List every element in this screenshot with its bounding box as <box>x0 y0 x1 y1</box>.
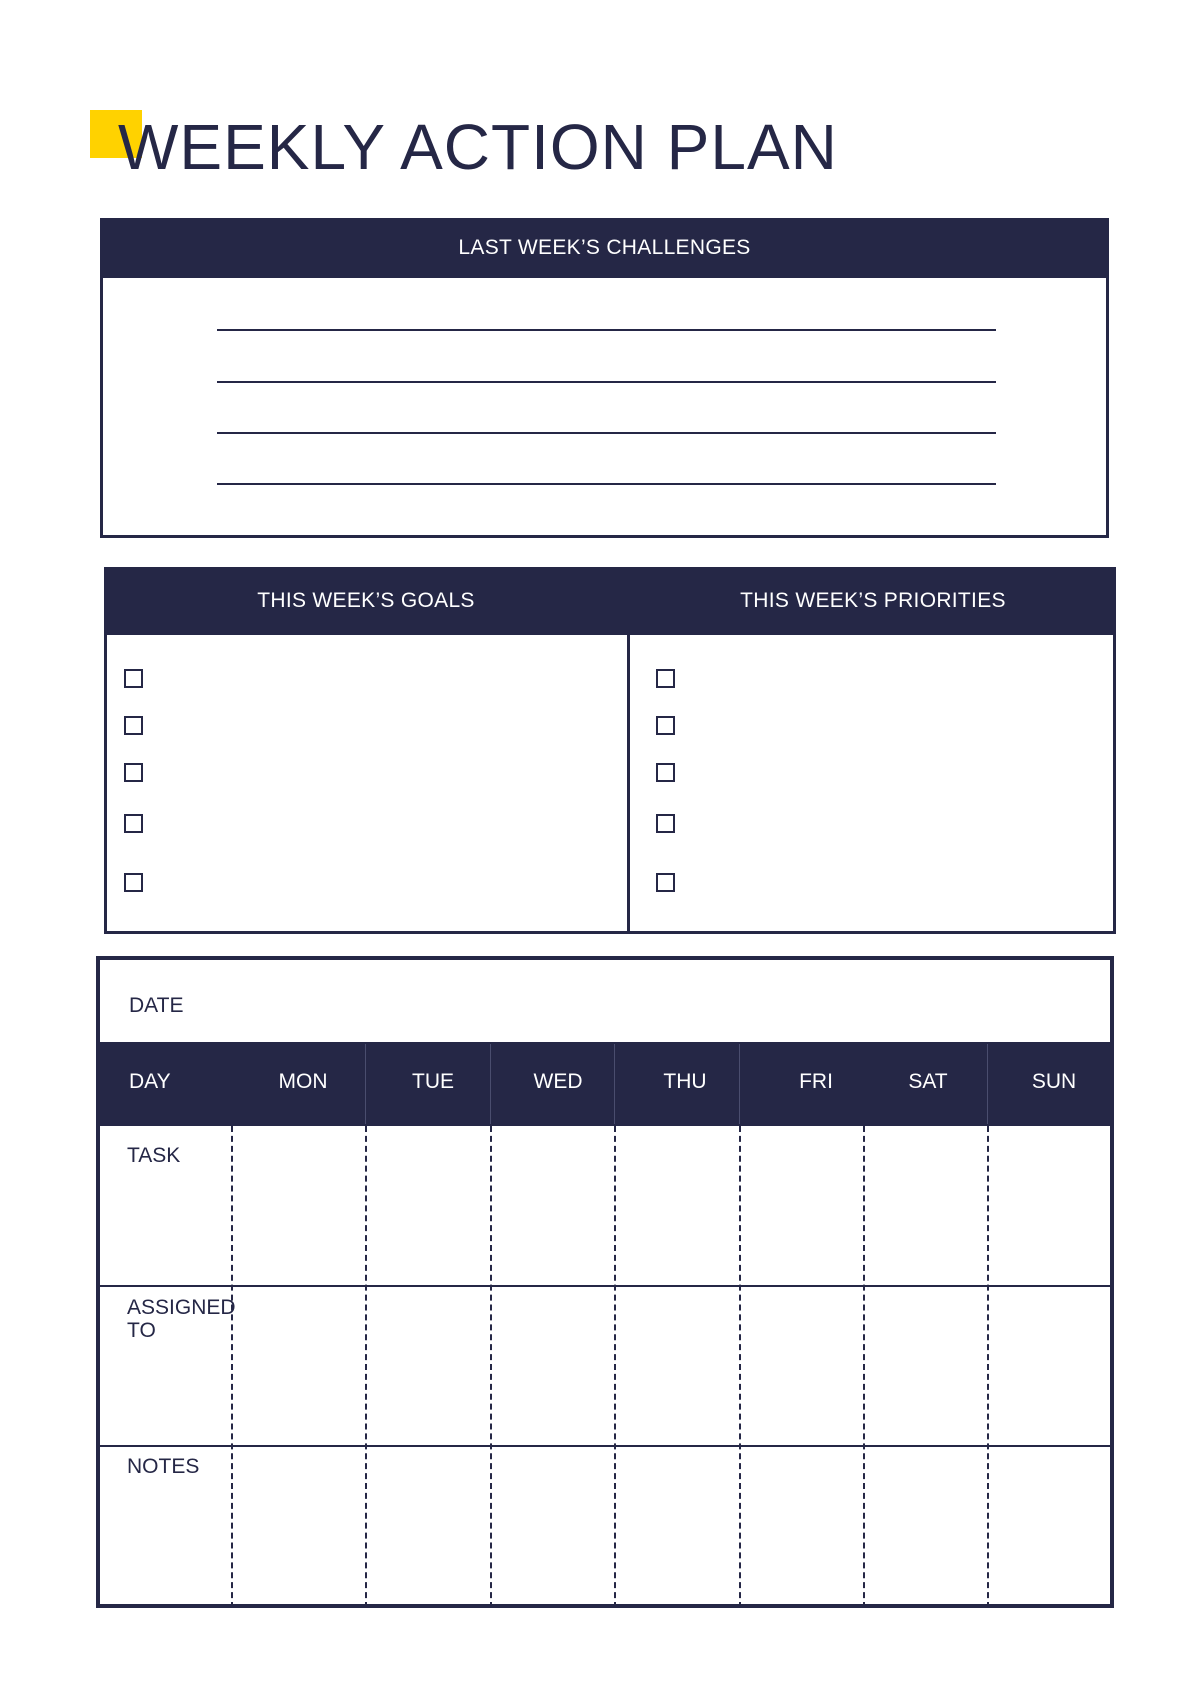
header-divider <box>987 1044 988 1124</box>
column-divider <box>614 1126 616 1608</box>
writing-line[interactable] <box>217 483 996 485</box>
column-divider <box>490 1126 492 1608</box>
header-divider <box>739 1044 740 1124</box>
writing-line[interactable] <box>217 381 996 383</box>
writing-line[interactable] <box>217 329 996 331</box>
day-wed: WED <box>533 1070 583 1093</box>
column-divider <box>987 1126 989 1608</box>
page-title: WEEKLY ACTION PLAN <box>118 111 838 183</box>
day-label: DAY <box>129 1070 171 1093</box>
day-header-row <box>96 1042 1114 1126</box>
column-divider <box>863 1126 865 1608</box>
goal-checkbox[interactable] <box>124 873 143 892</box>
column-divider <box>739 1126 741 1608</box>
row-divider <box>96 1445 1114 1447</box>
date-label: DATE <box>129 994 184 1017</box>
day-mon: MON <box>278 1070 328 1093</box>
challenges-header: LAST WEEK’S CHALLENGES <box>100 218 1109 278</box>
day-sat: SAT <box>908 1070 948 1093</box>
priorities-header: THIS WEEK’S PRIORITIES <box>630 567 1116 635</box>
header-divider <box>365 1044 366 1124</box>
task-row-label: TASK <box>127 1144 181 1167</box>
notes-row-label: NOTES <box>127 1455 200 1478</box>
row-divider <box>96 1285 1114 1287</box>
priority-checkbox[interactable] <box>656 716 675 735</box>
day-thu: THU <box>663 1070 707 1093</box>
assigned-row-label: ASSIGNED TO <box>127 1296 236 1342</box>
priority-checkbox[interactable] <box>656 669 675 688</box>
day-tue: TUE <box>412 1070 454 1093</box>
header-divider <box>490 1044 491 1124</box>
day-fri: FRI <box>799 1070 833 1093</box>
writing-line[interactable] <box>217 432 996 434</box>
goal-checkbox[interactable] <box>124 763 143 782</box>
day-sun: SUN <box>1031 1070 1077 1093</box>
goal-checkbox[interactable] <box>124 814 143 833</box>
column-divider <box>231 1126 233 1608</box>
goals-header: THIS WEEK’S GOALS <box>104 567 628 635</box>
goal-checkbox[interactable] <box>124 716 143 735</box>
header-divider <box>614 1044 615 1124</box>
priority-checkbox[interactable] <box>656 873 675 892</box>
priority-checkbox[interactable] <box>656 763 675 782</box>
goal-checkbox[interactable] <box>124 669 143 688</box>
column-divider <box>365 1126 367 1608</box>
priority-checkbox[interactable] <box>656 814 675 833</box>
